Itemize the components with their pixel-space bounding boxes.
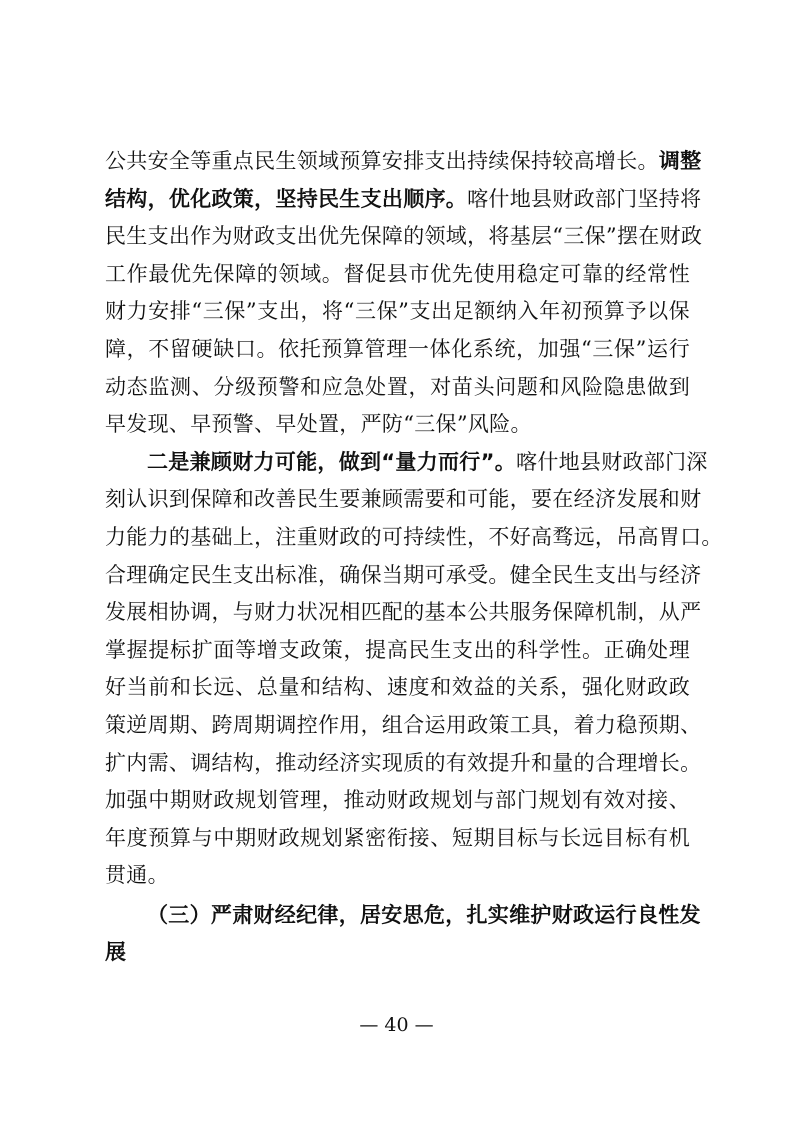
text-line (105, 181, 702, 219)
text-line: 掌握提标扩面等增支政策，提高民生支出的科学性。正确处理 (105, 637, 690, 662)
text-line (105, 444, 708, 482)
heading-line: （三）严肃财经纪律，居安思危，扎实维护财政运行良性发 (147, 902, 701, 927)
text-line: 年度预算与中期财政规划紧密衔接、短期目标与长远目标有机 (105, 825, 690, 850)
document-body (105, 143, 723, 972)
text-line: 工作最优先保障的领域。督促县市优先使用稳定可靠的经常性 (105, 261, 690, 286)
text-line: 好当前和长远、总量和结构、速度和效益的关系，强化财政政 (105, 675, 690, 700)
text-line: 贯通。 (105, 863, 169, 888)
paragraph-livelihood-priority (105, 143, 703, 444)
text-line: 合理确定民生支出标准，确保当期可承受。健全民生支出与经济 (105, 562, 702, 587)
text-run: 喀什地县财政部门深 (516, 449, 708, 474)
text-line: 刻认识到保障和改善民生要兼顾需要和可能，要在经济发展和财 (105, 487, 702, 512)
text-line: 策逆周期、跨周期调控作用，组合运用政策工具，着力稳预期、 (105, 712, 702, 737)
page-number: — 40 — (359, 1014, 434, 1036)
text-line: 动态监测、分级预警和应急处置，对苗头问题和风险隐患做到 (105, 374, 690, 399)
bold-text-run: 调整 (658, 149, 702, 173)
text-line: 发展相协调，与财力状况相匹配的基本公共服务保障机制，从严 (105, 600, 702, 625)
text-run: 喀什地县财政部门坚持将 (467, 186, 702, 211)
text-line: 扩内需、调结构，推动经济实现质的有效提升和量的合理增长。 (105, 750, 702, 775)
bold-text-run: 结构，优化政策，坚持民生支出顺序。 (105, 186, 468, 211)
paragraph-fiscal-capacity (105, 444, 723, 895)
text-line (105, 143, 702, 181)
text-line: 财力安排“三保”支出，将“三保”支出足额纳入年初预算予以保 (105, 299, 690, 324)
section-heading (105, 897, 701, 972)
text-line: 障，不留硬缺口。依托预算管理一体化系统，加强“三保”运行 (105, 336, 690, 361)
text-line: 加强中期财政规划管理，推动财政规划与部门规划有效对接、 (105, 788, 690, 813)
text-run: 公共安全等重点民生领域预算安排支出持续保持较高增长。 (105, 149, 659, 173)
text-line: 力能力的基础上，注重财政的可持续性，不好高骛远，吊高胃口。 (105, 524, 723, 549)
text-line: 早发现、早预警、早处置，严防“三保”风险。 (105, 412, 532, 437)
heading-line: 展 (105, 940, 127, 965)
bold-text-run: 二是兼顾财力可能，做到“量力而行”。 (147, 449, 517, 474)
text-line: 民生支出作为财政支出优先保障的领域，将基层“三保”摆在财政 (105, 224, 703, 249)
